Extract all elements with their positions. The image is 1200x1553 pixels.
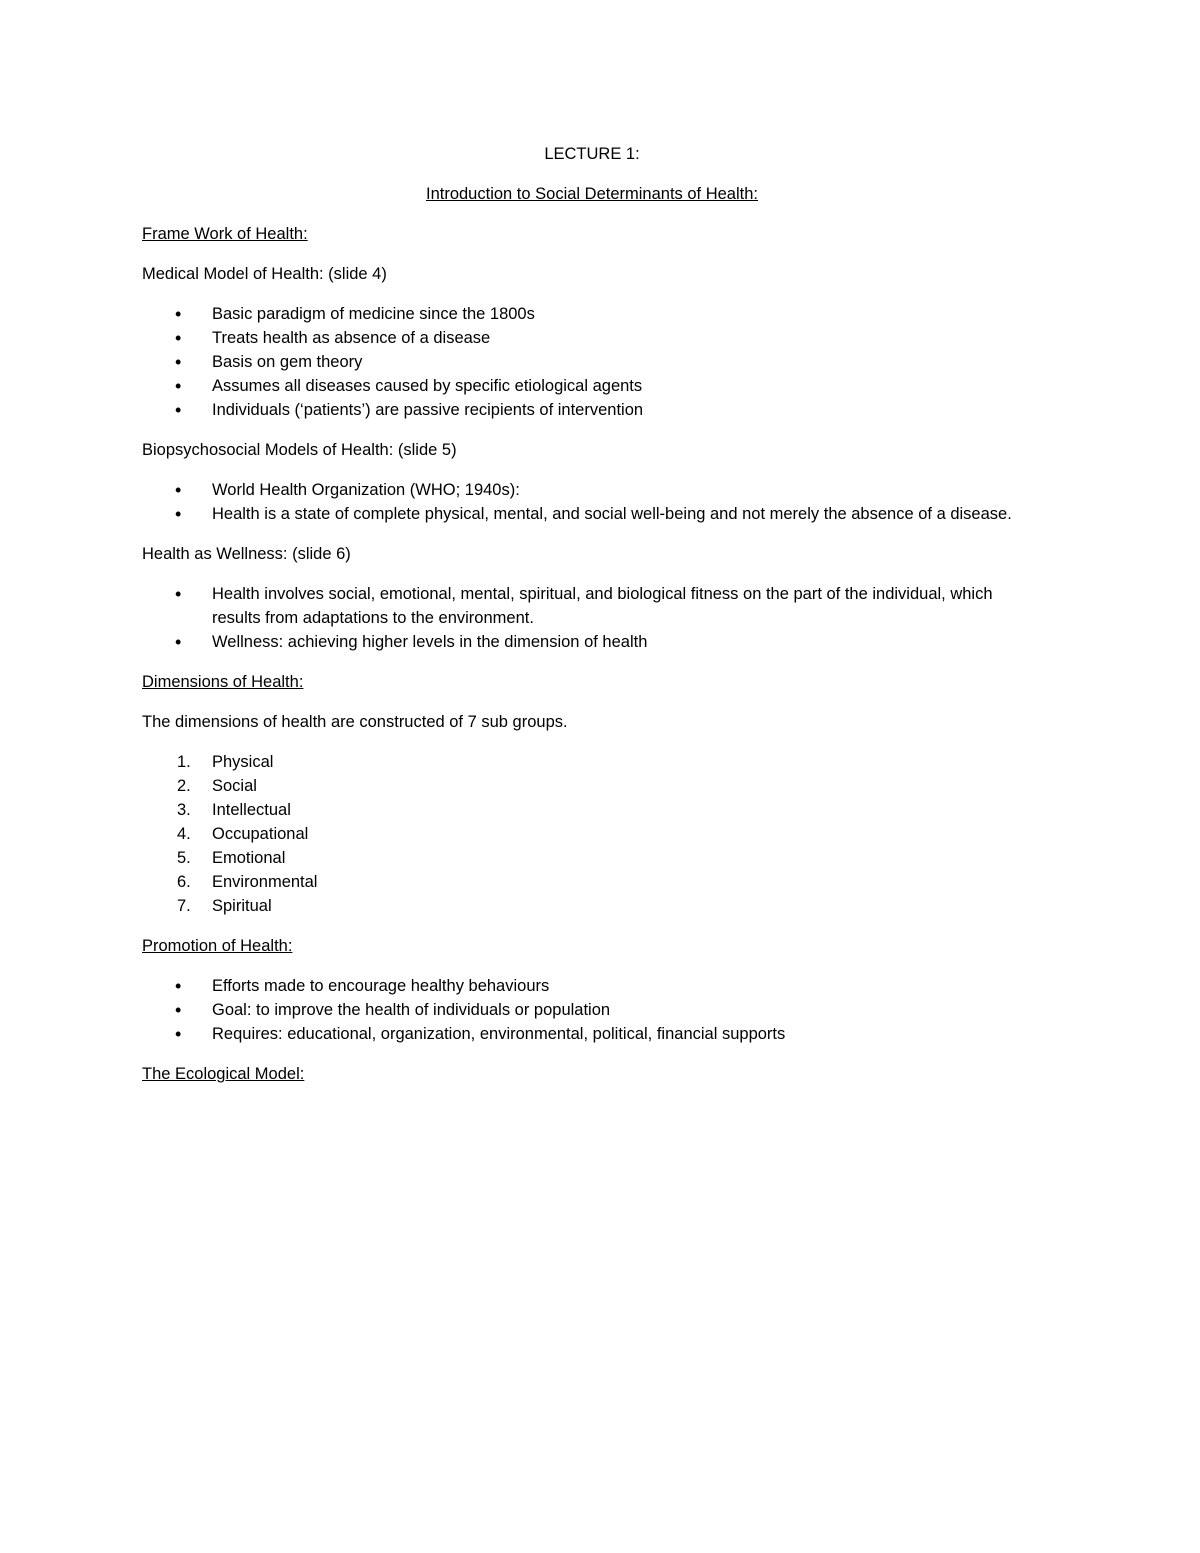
list-number: 1.: [177, 753, 191, 771]
wellness-heading: Health as Wellness: (slide 6): [142, 545, 351, 563]
list-item: 4. Occupational: [142, 822, 1042, 846]
lecture-title: LECTURE 1:: [544, 145, 640, 163]
list-item: • Efforts made to encourage healthy behaviours: [175, 976, 550, 996]
wellness-list: [142, 582, 1042, 654]
list-item: • Basic paradigm of medicine since the 1800s: [175, 304, 535, 324]
bullet-icon: •: [175, 400, 182, 420]
framework-heading: Frame Work of Health:: [142, 225, 308, 243]
bullet-icon: •: [175, 1024, 182, 1044]
bullet-icon: •: [175, 304, 182, 324]
ecological-heading: The Ecological Model:: [142, 1065, 305, 1083]
bullet-icon: •: [175, 328, 182, 348]
promotion-list: [142, 974, 1042, 1046]
list-number: 7.: [177, 897, 191, 915]
dimensions-list: [142, 750, 1042, 918]
bullet-icon: •: [175, 376, 182, 396]
bullet-icon: •: [175, 632, 182, 652]
list-item: • World Health Organization (WHO; 1940s):: [175, 480, 520, 500]
list-item: 5. Emotional: [142, 846, 1042, 870]
bullet-icon: •: [175, 504, 182, 524]
medical-model-list: [142, 302, 1042, 422]
list-item: 3. Intellectual: [142, 798, 1042, 822]
promotion-heading: Promotion of Health:: [142, 937, 293, 955]
bullet-icon: •: [175, 352, 182, 372]
list-number: 3.: [177, 801, 191, 819]
bullet-icon: •: [175, 976, 182, 996]
bullet-icon: •: [175, 1000, 182, 1020]
medical-model-heading: Medical Model of Health: (slide 4): [142, 265, 387, 283]
list-item: • Basis on gem theory: [175, 352, 363, 372]
dimensions-intro: The dimensions of health are constructed of 7 sub groups.: [142, 713, 568, 731]
list-number: 2.: [177, 777, 191, 795]
list-number: 6.: [177, 873, 191, 891]
document-body: [142, 142, 1042, 1102]
list-item: • Requires: educational, organization, environmental, political, financial supports: [175, 1024, 786, 1044]
list-number: 4.: [177, 825, 191, 843]
list-item: 2. Social: [142, 774, 1042, 798]
list-item: • Assumes all diseases caused by specific etiological agents: [175, 376, 643, 396]
list-item: • Goal: to improve the health of individuals or population: [175, 1000, 611, 1020]
bullet-icon: •: [175, 584, 182, 604]
dimensions-heading: Dimensions of Health:: [142, 673, 304, 691]
list-number: 5.: [177, 849, 191, 867]
list-item: • Individuals (‘patients’) are passive recipients of intervention: [175, 400, 644, 420]
list-item: • Treats health as absence of a disease: [175, 328, 491, 348]
biopsychosocial-heading: Biopsychosocial Models of Health: (slide 5): [142, 441, 457, 459]
list-item: • Health is a state of complete physical, mental, and social well-being and not merely the absence of a disease.: [175, 504, 1012, 524]
biopsychosocial-list: [142, 478, 1042, 526]
lecture-subtitle: Introduction to Social Determinants of Health:: [425, 185, 758, 203]
list-item: 6. Environmental: [142, 870, 1042, 894]
list-item: • Health involves social, emotional, mental, spiritual, and biological fitness on the part of the individual, which results from adaptations to the environment.: [175, 584, 993, 627]
bullet-icon: •: [175, 480, 182, 500]
list-item: 7. Spiritual: [142, 894, 1042, 918]
list-item: 1. Physical: [142, 750, 1042, 774]
list-item: • Wellness: achieving higher levels in the dimension of health: [175, 632, 648, 652]
